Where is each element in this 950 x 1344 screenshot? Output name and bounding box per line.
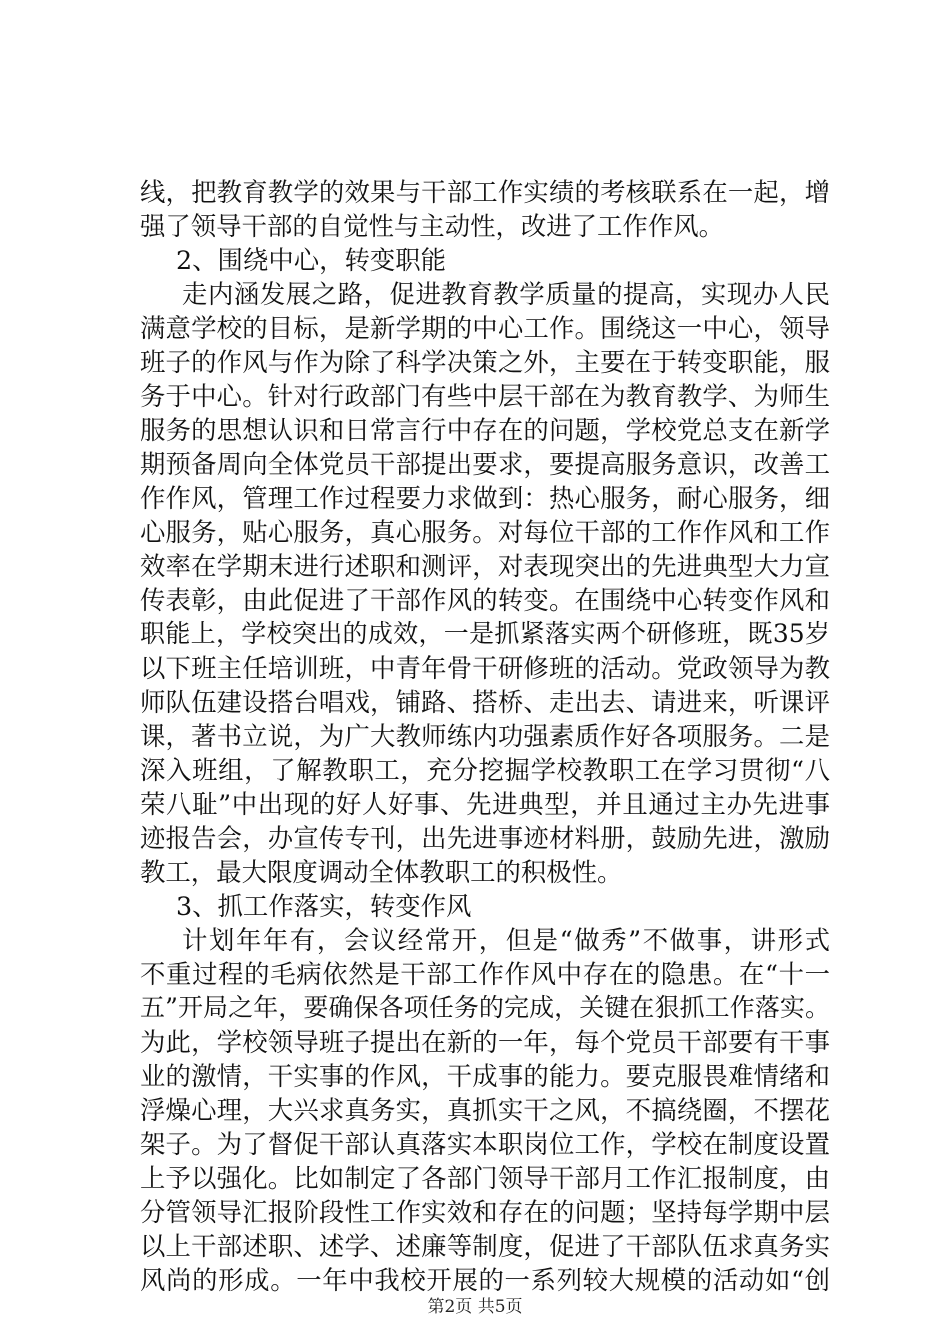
body-text-line: 职能上，学校突出的成效，一是抓紧落实两个研修班，既35岁: [140, 619, 830, 648]
body-text-line: 效率在学期末进行述职和测评，对表现突出的先进典型大力宣: [140, 551, 830, 581]
body-text-line: 五”开局之年，要确保各项任务的完成，关键在狠抓工作落实。: [140, 993, 830, 1022]
body-text-line: 师队伍建设搭台唱戏，铺路、搭桥、走出去、请进来，听课评: [140, 687, 830, 717]
page-footer: 第2页 共5页: [427, 1297, 523, 1317]
body-text-line: 期预备周向全体党员干部提出要求，要提高服务意识，改善工: [140, 449, 830, 479]
body-text-line: 满意学校的目标，是新学期的中心工作。围绕这一中心，领导: [140, 313, 830, 343]
body-text-line: 课，著书立说，为广大教师练内功强素质作好各项服务。二是: [140, 721, 830, 751]
paragraph-first-line: 计划年年有，会议经常开，但是“做秀”不做事，讲形式: [182, 925, 830, 955]
body-text-line: 业的激情，干实事的作风，干成事的能力。要克服畏难情绪和: [140, 1061, 830, 1091]
body-text-line: 深入班组，了解教职工，充分挖掘学校教职工在学习贯彻“八: [140, 755, 830, 785]
body-text-line: 传表彰，由此促进了干部作风的转变。在围绕中心转变作风和: [140, 585, 830, 615]
body-text-line: 以下班主任培训班，中青年骨干研修班的活动。党政领导为教: [140, 653, 830, 683]
body-text-line: 上予以强化。比如制定了各部门领导干部月工作汇报制度，由: [140, 1163, 830, 1193]
body-text-line: 浮燥心理，大兴求真务实，真抓实干之风，不搞绕圈，不摆花: [140, 1095, 830, 1125]
body-text-line: 以上干部述职、述学、述廉等制度，促进了干部队伍求真务实: [140, 1231, 830, 1261]
body-text-line: 风尚的形成。一年中我校开展的一系列较大规模的活动如“创: [140, 1265, 830, 1295]
body-text-line: 分管领导汇报阶段性工作实效和存在的问题；坚持每学期中层: [140, 1197, 830, 1227]
body-text-line: 务于中心。针对行政部门有些中层干部在为教育教学、为师生: [140, 381, 830, 411]
body-text-line: 服务的思想认识和日常言行中存在的问题，学校党总支在新学: [140, 415, 830, 445]
body-text-line: 荣八耻”中出现的好人好事、先进典型，并且通过主办先进事: [140, 789, 830, 819]
body-text-line: 不重过程的毛病依然是干部工作作风中存在的隐患。在“十一: [140, 959, 830, 989]
body-text-line: 为此，学校领导班子提出在新的一年，每个党员干部要有干事: [140, 1027, 830, 1057]
section-heading: 2、围绕中心，转变职能: [176, 245, 447, 275]
body-text-line: 班子的作风与作为除了科学决策之外，主要在于转变职能，服: [140, 347, 830, 377]
body-text-line: 强了领导干部的自觉性与主动性，改进了工作作风。: [140, 211, 724, 241]
body-text-line: 迹报告会，办宣传专刊，出先进事迹材料册，鼓励先进，激励: [140, 823, 830, 853]
body-text-line: 教工，最大限度调动全体教职工的积极性。: [140, 857, 623, 887]
body-text-line: 心服务，贴心服务，真心服务。对每位干部的工作作风和工作: [140, 517, 830, 547]
body-text-line: 架子。为了督促干部认真落实本职岗位工作，学校在制度设置: [140, 1129, 830, 1159]
body-text-line: 线，把教育教学的效果与干部工作实绩的考核联系在一起，增: [140, 177, 830, 207]
section-heading: 3、抓工作落实，转变作风: [176, 891, 472, 921]
paragraph-first-line: 走内涵发展之路，促进教育教学质量的提高，实现办人民: [182, 279, 830, 309]
body-text-line: 作作风，管理工作过程要力求做到：热心服务，耐心服务，细: [140, 483, 830, 513]
